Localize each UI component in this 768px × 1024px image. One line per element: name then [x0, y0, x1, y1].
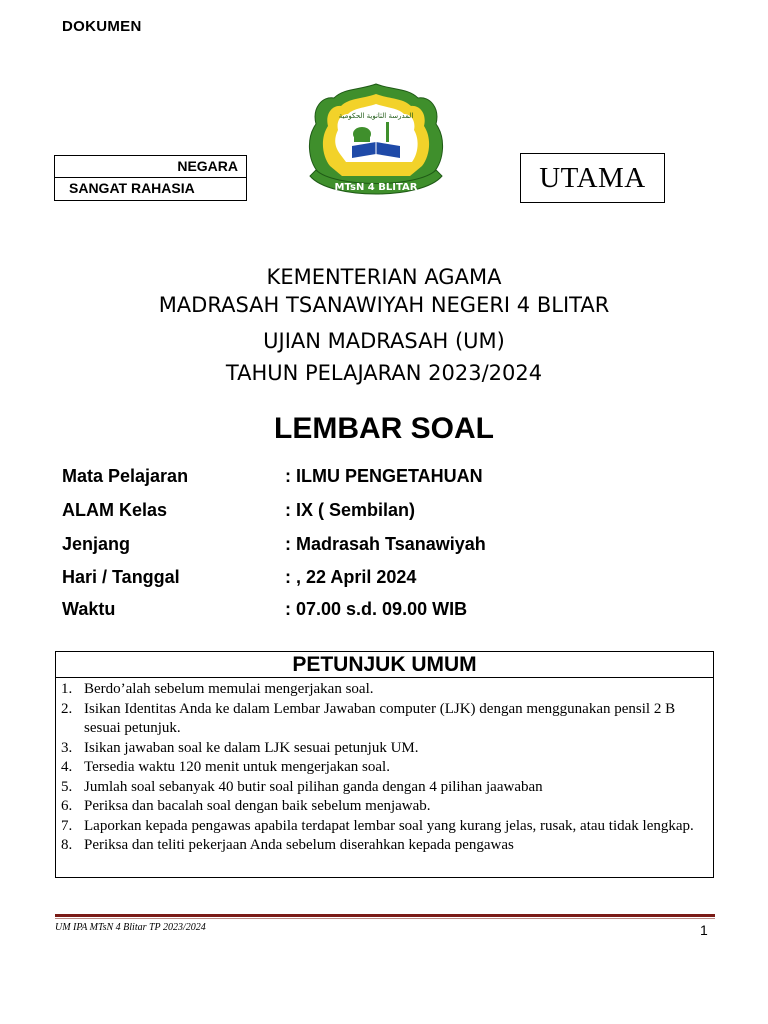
instruction-item [56, 758, 713, 778]
document-label: DOKUMEN [62, 18, 142, 35]
instruction-text: Isikan Identitas Anda ke dalam Lembar Jawaban computer (LJK) dengan menggunakan pensil 2 B sesuai petunjuk. [84, 700, 676, 736]
instruction-text: Laporkan kepada pengawas apabila terdapat lembar soal yang kurang jelas, rusak, atau tidak lengkap. [84, 817, 694, 834]
level-label: Jenjang [62, 534, 131, 554]
ministry-heading: KEMENTERIAN AGAMA [266, 265, 502, 289]
instruction-text: Berdo’alah sebelum memulai mengerjakan soal. [84, 681, 374, 697]
instruction-text: Periksa dan teliti pekerjaan Anda sebelum diserahkan kepada pengawas [84, 837, 514, 853]
instruction-number: 8. [61, 837, 73, 853]
instruction-item [56, 739, 713, 759]
subject-label: Mata Pelajaran [62, 466, 189, 486]
instruction-number: 5. [61, 778, 73, 795]
instruction-number: 7. [61, 817, 73, 834]
instruction-item [56, 680, 713, 700]
instructions-title: PETUNJUK UMUM [56, 652, 713, 678]
logo-ribbon-text: MTsN 4 BLITAR [334, 182, 418, 193]
instruction-text: Isikan jawaban soal ke dalam LJK sesuai petunjuk UM. [84, 739, 419, 756]
instruction-item [56, 700, 713, 739]
school-logo [300, 80, 452, 205]
instruction-item [56, 797, 713, 817]
instruction-text: Tersedia waktu 120 menit untuk mengerjakan soal. [84, 759, 390, 775]
level-value: : Madrasah Tsanawiyah [285, 534, 486, 554]
instruction-text: Periksa dan bacalah soal dengan baik sebelum menjawab. [84, 798, 431, 814]
instruction-number: 4. [61, 759, 73, 775]
footer-divider [55, 914, 715, 917]
class-value: : IX ( Sembilan) [285, 500, 416, 520]
footer-text: UM IPA MTsN 4 Blitar TP 2023/2024 [55, 922, 206, 933]
instruction-item [56, 778, 713, 798]
instruction-number: 3. [61, 739, 73, 756]
instruction-text: Jumlah soal sebanyak 40 butir soal pilihan ganda dengan 4 pilihan jaawaban [84, 778, 543, 795]
academic-year-heading: TAHUN PELAJARAN 2023/2024 [225, 361, 543, 385]
page-number: 1 [700, 922, 708, 938]
time-label: Waktu [62, 599, 116, 619]
page-title: LEMBAR SOAL [274, 412, 494, 445]
classification-box [54, 155, 247, 201]
instruction-item [56, 836, 713, 856]
class-label: ALAM Kelas [62, 500, 168, 520]
date-label: Hari / Tanggal [62, 567, 180, 587]
school-heading: MADRASAH TSANAWIYAH NEGERI 4 BLITAR [158, 293, 610, 317]
exam-heading: UJIAN MADRASAH (UM) [263, 329, 505, 353]
classification-line-1: NEGARA [55, 156, 246, 178]
instructions-list [56, 678, 713, 856]
time-value: : 07.00 s.d. 09.00 WIB [285, 599, 468, 619]
instruction-item [56, 817, 713, 837]
date-value: : , 22 April 2024 [285, 567, 417, 587]
instruction-number: 6. [61, 798, 73, 814]
utama-box: UTAMA [520, 153, 665, 203]
instructions-box [55, 651, 714, 878]
logo-arabic-text: المدرسة الثانوية الحكومية [338, 112, 414, 120]
classification-line-2: SANGAT RAHASIA [69, 180, 195, 196]
instruction-number: 1. [61, 681, 73, 697]
footer-divider-thin [55, 918, 715, 919]
instruction-number: 2. [61, 700, 73, 717]
subject-value: : ILMU PENGETAHUAN [285, 466, 483, 486]
